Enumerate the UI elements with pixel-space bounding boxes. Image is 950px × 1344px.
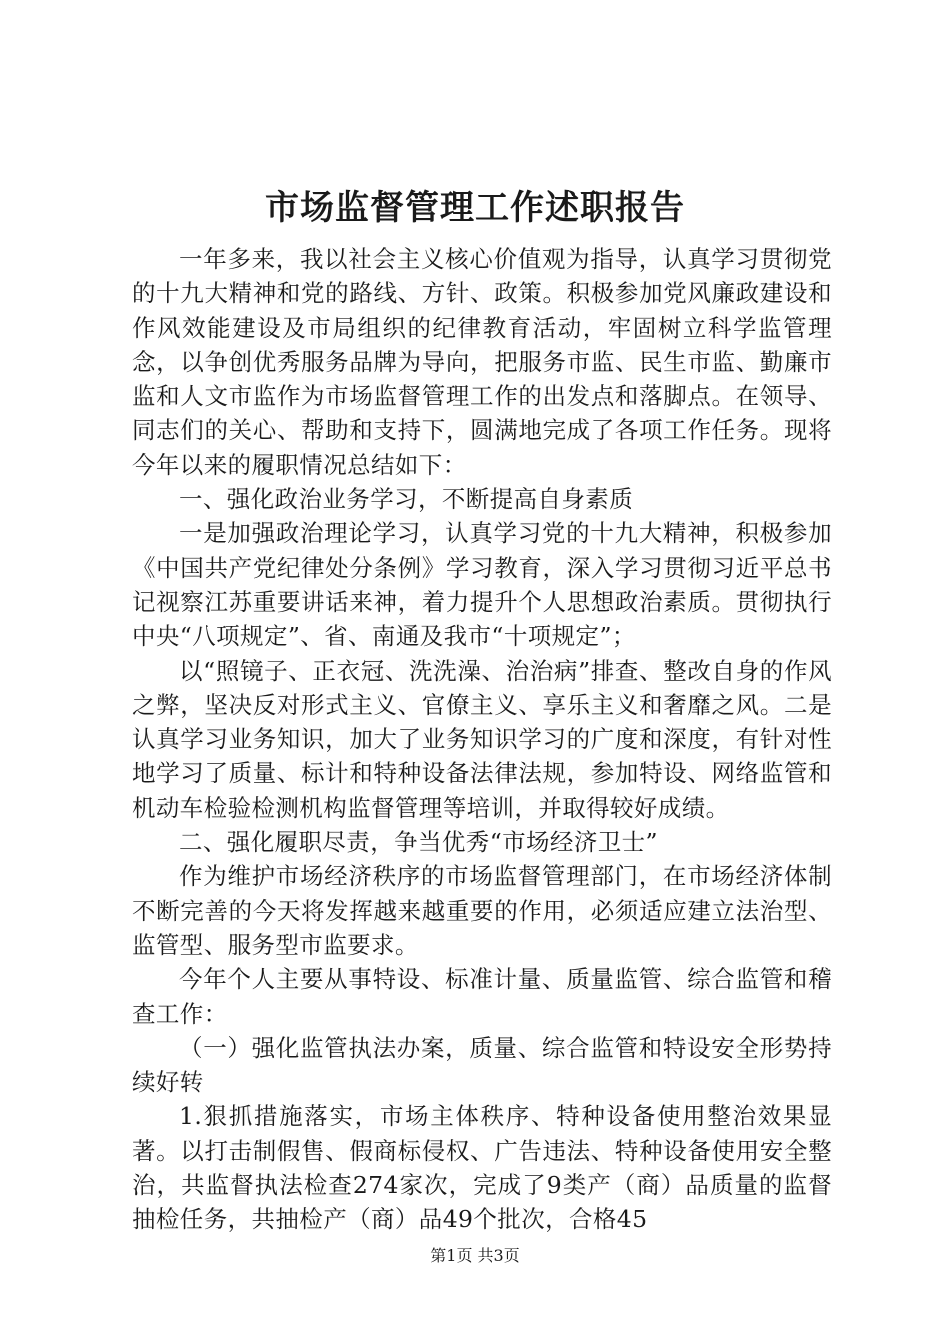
page-number-footer: 第1页 共3页 [430, 1246, 520, 1265]
paragraph-enforcement: 1.狠抓措施落实，市场主体秩序、特种设备使用整治效果显著。以打击制假售、假商标侵权、广告违法、特种设备使用安全整治，共监督执法检查274家次，完成了9类产（商）品质量的监督抽检任务，共抽检产（商）品49个批次，合格45 [132, 1102, 832, 1234]
section-heading-2: 二、强化履职尽责，争当优秀“市场经济卫士” [179, 828, 658, 857]
section-heading-1: 一、强化政治业务学习，不断提高自身素质 [179, 485, 634, 514]
paragraph-intro: 一年多来，我以社会主义核心价值观为指导，认真学习贯彻党的十九大精神和党的路线、方针、政策。积极参加党风廉政建设和作风效能建设及市局组织的纪律教育活动，牢固树立科学监管理念，以争创优秀服务品牌为导向，把服务市监、民生市监、勤廉市监和人文市监作为市场监督管理工作的出发点和落脚点。在领导、同志们的关心、帮助和支持下，圆满地完成了各项工作任务。现将今年以来的履职情况总结如下： [132, 245, 832, 479]
paragraph-work-style: 以“照镜子、正衣冠、洗洗澡、治治病”排查、整改自身的作风之弊，坚决反对形式主义、官僚主义、享乐主义和奢靡之风。二是认真学习业务知识，加大了业务知识学习的广度和深度，有针对性地学习了质量、标计和特种设备法律法规，参加特设、网络监管和机动车检验检测机构监督管理等培训，并取得较好成绩。 [132, 656, 832, 822]
paragraph-political-study: 一是加强政治理论学习，认真学习党的十九大精神，积极参加《中国共产党纪律处分条例》学习教育，深入学习贯彻习近平总书记视察江苏重要讲话来神，着力提升个人思想政治素质。贯彻执行中央“八项规定”、省、南通及我市“十项规定”； [132, 519, 832, 651]
subsection-heading-1: （一）强化监管执法办案，质量、综合监管和特设安全形势持续好转 [132, 1033, 832, 1097]
document-title: 市场监督管理工作述职报告 [265, 188, 685, 228]
document-body [132, 242, 832, 1237]
paragraph-duties: 今年个人主要从事特设、标准计量、质量监管、综合监管和稽查工作： [132, 965, 832, 1028]
paragraph-market-role: 作为维护市场经济秩序的市场监督管理部门，在市场经济体制不断完善的今天将发挥越来越重要的作用，必须适应建立法治型、监管型、服务型市监要求。 [132, 862, 832, 959]
